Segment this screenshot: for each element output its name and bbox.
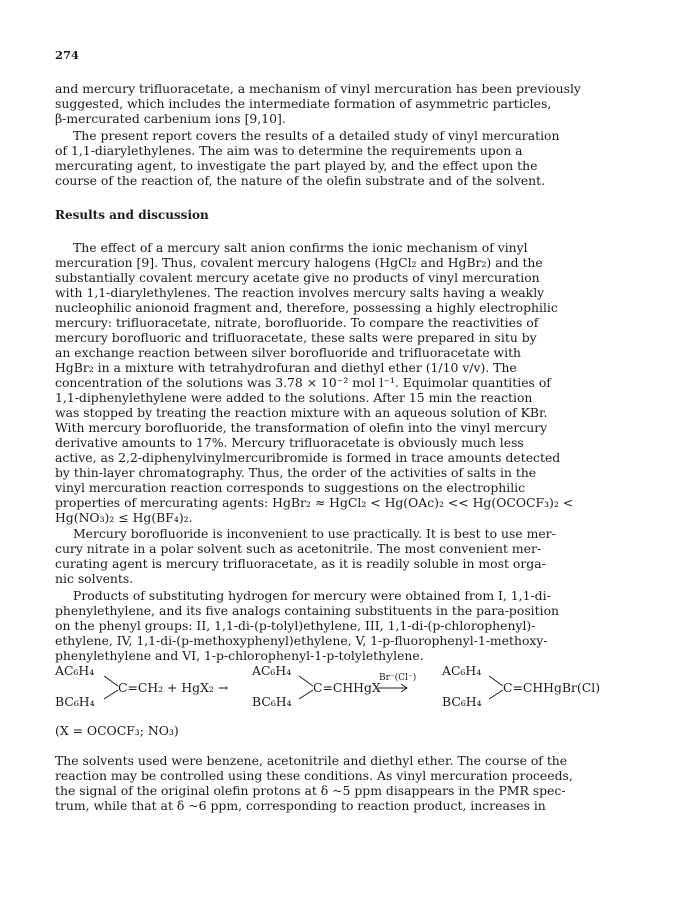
text-line: derivative amounts to 17%. Mercury trifluoracetate is obviously much less [55, 435, 524, 450]
text-line: Products of substituting hydrogen for mercury were obtained from I, 1,1-di- [73, 588, 551, 603]
bond-line [489, 676, 503, 686]
text-line: mercury: trifluoracetate, nitrate, borofluoride. To compare the reactivities of [55, 315, 539, 330]
intermediate-formula: C=CHHgX [313, 680, 381, 695]
text-line: course of the reaction of, the nature of the olefin substrate and of the solvent. [55, 173, 546, 188]
text-line: cury nitrate in a polar solvent such as acetonitrile. The most convenient mer- [55, 541, 542, 556]
aryl-group-b: BC₆H₄ [252, 694, 292, 709]
text-line: by thin-layer chromatography. Thus, the order of the activities of salts in the [55, 465, 537, 480]
text-line: reaction may be controlled using these conditions. As vinyl mercuration proceeds, [55, 768, 573, 783]
text-line: substantially covalent mercury acetate give no products of vinyl mercuration [55, 270, 540, 285]
bond-line [104, 690, 118, 699]
text-line: HgBr₂ in a mixture with tetrahydrofuran and diethyl ether (1/10 v/v). The [55, 360, 517, 375]
text-line: trum, while that at δ ~6 ppm, corresponding to reaction product, increases in [55, 798, 546, 813]
text-line: nic solvents. [55, 571, 134, 586]
text-line: ethylene, IV, 1,1-di-(p-methoxyphenyl)ethylene, V, 1-p-fluorophenyl-1-methoxy- [55, 633, 548, 648]
text-line: The present report covers the results of a detailed study of vinyl mercuration [73, 128, 560, 143]
aryl-group-a: AC₆H₄ [442, 663, 482, 678]
aryl-group-b: BC₆H₄ [55, 694, 95, 709]
text-line: an exchange reaction between silver borofluoride and trifluoracetate with [55, 345, 522, 360]
text-line: active, as 2,2-diphenylvinylmercuribromide is formed in trace amounts detected [55, 450, 561, 465]
text-line: With mercury borofluoride, the transformation of olefin into the vinyl mercury [55, 420, 548, 435]
bond-line [104, 676, 118, 686]
text-line: The effect of a mercury salt anion confirms the ionic mechanism of vinyl [73, 240, 528, 255]
text-line: β-mercurated carbenium ions [9,10]. [55, 111, 286, 126]
text-line: suggested, which includes the intermediate formation of asymmetric particles, [55, 96, 552, 111]
text-line: the signal of the original olefin protons at δ ~5 ppm disappears in the PMR spec- [55, 783, 566, 798]
aryl-group-a: AC₆H₄ [252, 663, 292, 678]
text-line: phenylethylene, and its five analogs containing substituents in the para-position [55, 603, 560, 618]
text-line: vinyl mercuration reaction corresponds to suggestions on the electrophilic [55, 480, 526, 495]
bond-line [299, 690, 313, 699]
text-line: 1,1-diphenylethylene were added to the solutions. After 15 min the reaction [55, 390, 533, 405]
text-line: with 1,1-diarylethylenes. The reaction involves mercury salts having a weakly [55, 285, 545, 300]
text-line: properties of mercurating agents: HgBr₂ ≈ HgCl₂ < Hg(OAc)₂ << Hg(OCOCF₃)₂ < [55, 495, 574, 510]
text-line: nucleophilic anionoid fragment and, therefore, possessing a highly electrophilic [55, 300, 558, 315]
text-line: phenylethylene and VI, 1-p-chlorophenyl-1-p-tolylethylene. [55, 648, 424, 663]
aryl-group-a: AC₆H₄ [55, 663, 95, 678]
text-line: concentration of the solutions was 3.78 × 10⁻² mol l⁻¹. Equimolar quantities of [55, 375, 551, 390]
aryl-group-b: BC₆H₄ [442, 694, 482, 709]
text-line: mercuration [9]. Thus, covalent mercury halogens (HgCl₂ and HgBr₂) and the [55, 255, 543, 270]
arrow-label: Br⁻(Cl⁻) [379, 673, 417, 683]
text-line: Hg(NO₃)₂ ≤ Hg(BF₄)₂. [55, 510, 193, 525]
text-line: on the phenyl groups: II, 1,1-di-(p-tolyl)ethylene, III, 1,1-di-(p-chlorophenyl)- [55, 618, 536, 633]
text-line: The solvents used were benzene, acetonitrile and diethyl ether. The course of the [55, 753, 568, 768]
section-heading: Results and discussion [55, 208, 209, 222]
scheme-note: (X = OCOCF₃; NO₃) [55, 723, 179, 738]
text-line: of 1,1-diarylethylenes. The aim was to determine the requirements upon a [55, 143, 523, 158]
bond-line [299, 676, 313, 686]
product-formula: C=CHHgBr(Cl) [503, 680, 601, 695]
bond-line [489, 690, 503, 699]
text-line: Mercury borofluoride is inconvenient to use practically. It is best to use mer- [73, 526, 556, 541]
text-line: and mercury trifluoracetate, a mechanism of vinyl mercuration has been previously [55, 81, 581, 96]
text-line: was stopped by treating the reaction mixture with an aqueous solution of KBr. [55, 405, 548, 420]
text-line: mercurating agent, to investigate the part played by, and the effect upon the [55, 158, 538, 173]
page-number: 274 [55, 48, 80, 62]
text-line: curating agent is mercury trifluoracetate, as it is readily soluble in most orga- [55, 556, 546, 571]
text-line: mercury borofluoric and trifluoracetate, these salts were prepared in situ by [55, 330, 537, 345]
reactant-formula: C=CH₂ + HgX₂ → [118, 680, 229, 695]
